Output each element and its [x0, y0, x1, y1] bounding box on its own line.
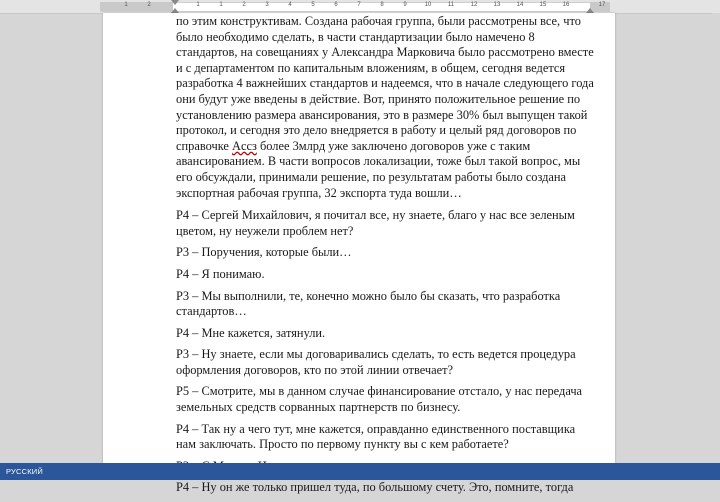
document-paragraph[interactable]: Р3 – Поручения, которые были…	[176, 245, 352, 260]
ruler-tick: 12	[470, 2, 478, 8]
ruler-tick: 1	[196, 2, 200, 8]
document-paragraph[interactable]: Р4 – Я понимаю.	[176, 266, 265, 281]
ruler-tick: 11	[447, 2, 455, 8]
document-page[interactable]	[103, 13, 615, 495]
paragraph-text: по этим конструктивам. Создана рабочая группа, были рассмотрены все, что было необходимо сделать, в части стандартизации было намечено 8 стандартов, на совещаниях у Александра Марковича было рассмотрено вместе и с департаментом по капитальным вложениям, в общем, сегодня ведется разработка 4 важнейших стандартов и надеемся, что в начале следующего года они будут уже введены в действие. Вот, принято положительное решение по установлению размера авансирования, это в размере 30% был выпущен такой протокол, и сегодня это дело внедряется в работу и целый ряд договоров по справочке	[176, 14, 594, 153]
document-paragraph[interactable]: Р4 – Ну он же только пришел туда, по большому счету. Это, помните, тогда	[176, 480, 574, 495]
ruler-tick: 2	[147, 2, 151, 8]
document-paragraph[interactable]: Р5 – Смотрите, мы в данном случае финансирование отстало, у нас передача земельных средств сорванных партнерств по бизнесу.	[176, 384, 583, 415]
ruler-tick: 1	[219, 2, 223, 8]
document-paragraph[interactable]: Р3 – Мы выполнили, те, конечно можно было бы сказать, что разработка стандартов…	[176, 288, 561, 319]
ruler-tick: 8	[380, 2, 384, 8]
document-paragraph[interactable]	[176, 14, 596, 201]
status-bar	[0, 463, 720, 480]
ruler-tick: 3	[265, 2, 269, 8]
ruler-left-margin	[100, 2, 173, 11]
document-paragraph[interactable]: Р4 – Так ну а чего тут, мне кажется, оправданно единственного поставщика нам заключать. Просто по первому пункту вы с кем работаете?	[176, 421, 576, 452]
vertical-scrollbar[interactable]	[712, 13, 720, 463]
ruler-tick: 2	[242, 2, 246, 8]
ruler-tick: 10	[424, 2, 432, 8]
spelling-flagged-word[interactable]: Accз	[232, 138, 257, 153]
ruler-tick: 17	[598, 2, 606, 8]
paragraph-text: более 3млрд уже заключено договоров уже с таким авансированием. В части вопросов локализации, тоже был такой вопрос, мы его обсуждали, принимали решение, по результатам работы было создана экспортная рабочая группа, 32 экспорта туда вошли…	[176, 138, 581, 200]
document-paragraph[interactable]: Р4 – Сергей Михайлович, я почитал все, ну знаете, благо у нас все зеленым цветом, ну неужели проблем нет?	[176, 208, 575, 238]
ruler-tick: 6	[334, 2, 338, 8]
horizontal-ruler[interactable]	[0, 0, 720, 14]
first-line-indent-marker[interactable]	[171, 0, 179, 5]
ruler-tick: 5	[311, 2, 315, 8]
ruler-tick: 14	[516, 2, 524, 8]
document-paragraph[interactable]: Р3 – Ну знаете, если мы договаривались сделать, то есть ведется процедура оформления договоров, кто по этой линии отвечает?	[176, 347, 576, 377]
language-indicator[interactable]: РУССКИЙ	[6, 467, 43, 476]
document-body[interactable]	[176, 14, 596, 502]
ruler-tick: 7	[357, 2, 361, 8]
ruler-tick: 9	[403, 2, 407, 8]
ruler-tick: 13	[493, 2, 501, 8]
ruler-tick: 4	[288, 2, 292, 8]
ruler-tick: 1	[124, 2, 128, 8]
ruler-tick: 16	[562, 2, 570, 8]
document-paragraph[interactable]: Р4 – Мне кажется, затянули.	[176, 325, 326, 340]
ruler-tick: 15	[539, 2, 547, 8]
